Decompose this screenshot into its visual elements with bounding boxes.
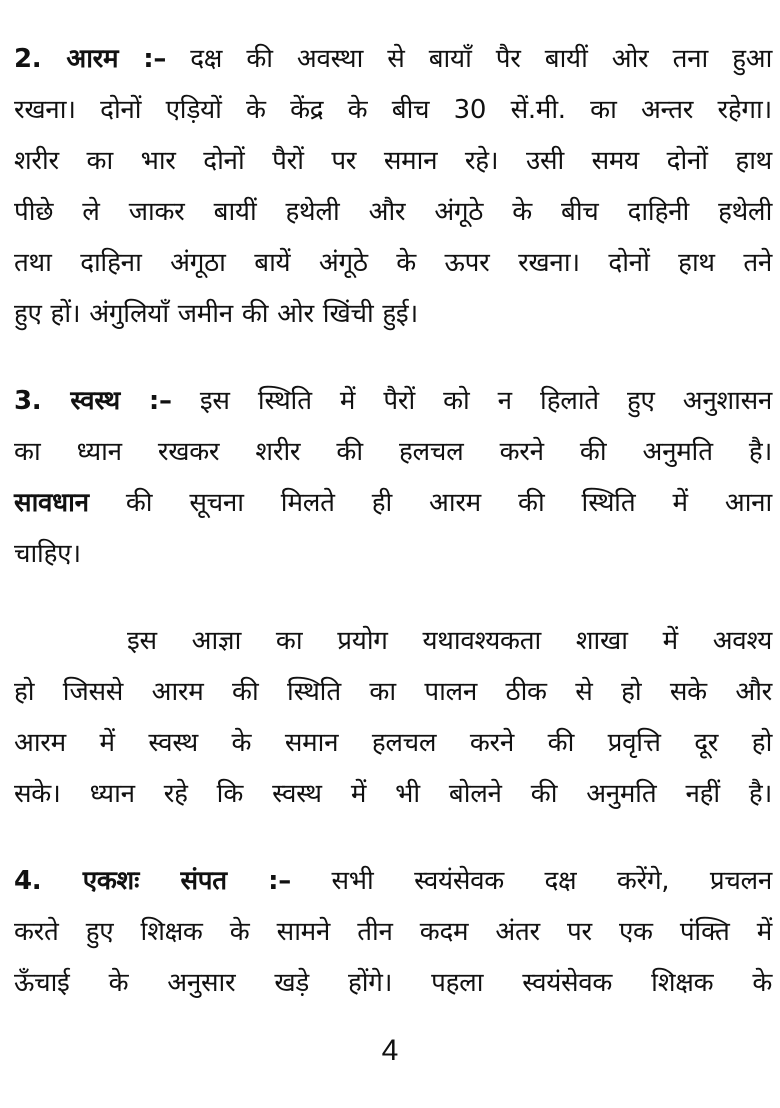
line-text: की सूचना मिलते ही आरम की स्थिति में आना (88, 488, 772, 518)
text-line (14, 34, 772, 85)
text-line: हो जिससे आरम की स्थिति का पालन ठीक से हो सके और (14, 677, 772, 707)
line-text: इस आज्ञा का प्रयोग यथावश्यकता शाखा में अवश्य (127, 626, 772, 656)
section-heading: 3. स्वस्थ :– (14, 386, 172, 416)
text-line: आरम में स्वस्थ के समान हलचल करने की प्रवृत्ति दूर हो (14, 728, 772, 758)
text-line: चाहिए। (14, 539, 81, 569)
section-ekashah-sampat (14, 856, 772, 1009)
document-page (14, 34, 772, 1009)
section-heading: 4. एकशः संपत :– (14, 866, 291, 896)
line-text: इस स्थिति में पैरों को न हिलाते हुए अनुशासन (171, 386, 772, 416)
text-line: ऊँचाई के अनुसार खड़े होंगे। पहला स्वयंसेवक शिक्षक के (14, 968, 772, 998)
page-number: 4 (381, 1034, 399, 1067)
text-line: करते हुए शिक्षक के सामने तीन कदम अंतर पर एक पंक्ति में (14, 917, 772, 947)
text-line: सके। ध्यान रहे कि स्वस्थ में भी बोलने की अनुमति नहीं है। (14, 779, 772, 809)
text-line: रखना। दोनों एड़ियों के केंद्र के बीच 30 सें.मी. का अन्तर रहेगा। (14, 95, 772, 125)
text-line: तथा दाहिना अंगूठा बायें अंगूठे के ऊपर रखना। दोनों हाथ तने (14, 248, 772, 278)
section-aaram (14, 34, 772, 340)
text-line (14, 616, 772, 667)
line-text: दक्ष की अवस्था से बायाँ पैर बायीं ओर तना हुआ (166, 44, 772, 74)
note-paragraph (14, 616, 772, 820)
text-line: हुए हों। अंगुलियाँ जमीन की ओर खिंची हुई। (14, 299, 418, 329)
text-line: का ध्यान रखकर शरीर की हलचल करने की अनुमति है। (14, 437, 772, 467)
bold-term-savdhan: सावधान (14, 488, 89, 518)
section-heading: 2. आरम :– (14, 44, 167, 74)
section-swasth (14, 376, 772, 580)
text-line (14, 856, 772, 907)
line-text: सभी स्वयंसेवक दक्ष करेंगे, प्रचलन (290, 866, 772, 896)
text-line (14, 478, 772, 529)
text-line: पीछे ले जाकर बायीं हथेली और अंगूठे के बीच दाहिनी हथेली (14, 197, 772, 227)
text-line (14, 376, 772, 427)
text-line: शरीर का भार दोनों पैरों पर समान रहे। उसी समय दोनों हाथ (14, 146, 772, 176)
